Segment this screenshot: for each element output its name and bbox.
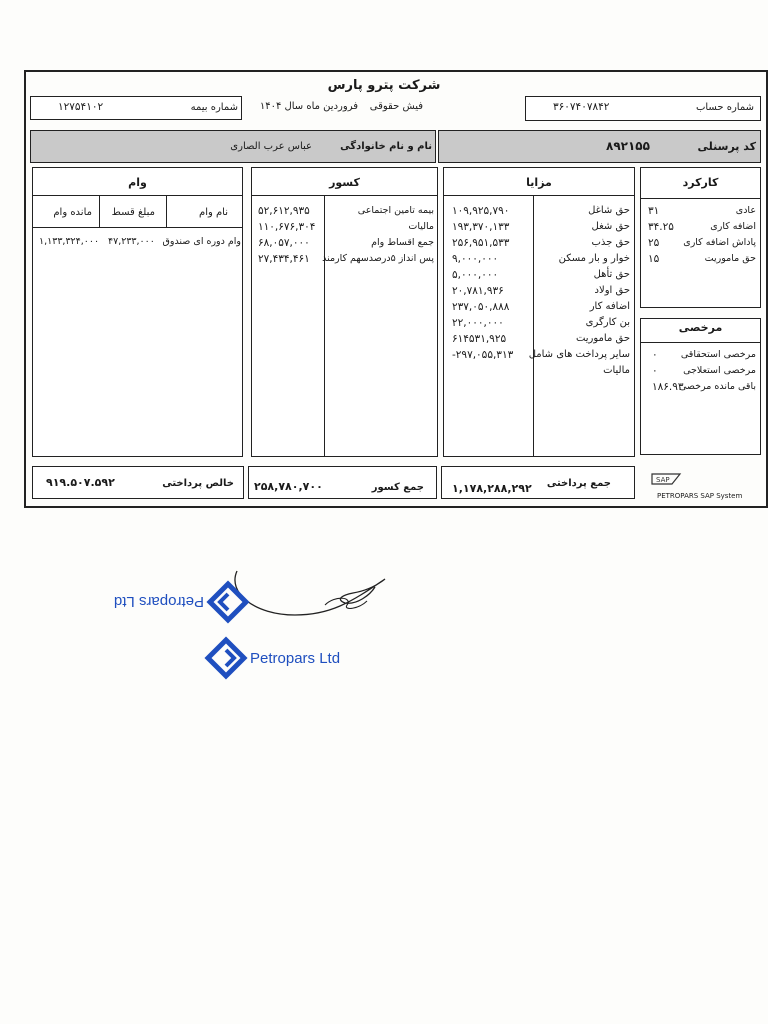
karkard-item-value: ۳۴.۲۵ — [648, 221, 674, 233]
loan-col-balance: مانده وام — [53, 207, 92, 218]
account-number: ۳۶۰۷۴۰۷۸۴۲ — [553, 101, 610, 113]
benefit-item-value: ۹,۰۰۰,۰۰۰ — [452, 253, 499, 265]
karkard-item-value: ۱۵ — [648, 253, 660, 265]
leave-item-label: مرخصی استحقاقی — [680, 349, 756, 360]
net-total-value: ۹۱۹.۵۰۷.۵۹۲ — [46, 476, 115, 489]
payment-total-label: جمع پرداختی — [546, 478, 611, 489]
sap-logo-icon — [650, 471, 686, 485]
leave-item-label: باقی مانده مرخصی — [679, 381, 756, 392]
benefits-title: مزایا — [526, 176, 552, 189]
leave-item-value: ۰ — [652, 349, 658, 361]
personnel-code-value: ۸۹۲۱۵۵ — [606, 139, 650, 153]
company-title: شرکت پترو پارس — [327, 78, 441, 93]
loan-row-name: وام دوره ای صندوق — [162, 236, 241, 247]
benefit-item-label: حق جذب — [591, 237, 630, 248]
leave-item-value: ۰ — [652, 365, 658, 377]
karkard-item-value: ۲۵ — [648, 237, 660, 249]
leave-title: مرخصی — [678, 321, 723, 334]
petropars-logo-icon — [204, 636, 248, 680]
loan-col-name: نام وام — [199, 207, 228, 218]
company-stamp-text: Petropars Ltd — [250, 649, 341, 667]
loan-col-installment: مبلغ قسط — [111, 207, 155, 218]
loan-row-installment: ۴۷,۲۳۳,۰۰۰ — [108, 236, 155, 247]
benefit-item-label: سایر پرداخت های شامل — [528, 349, 630, 360]
karkard-item-label: عادی — [735, 205, 756, 216]
payment-total-value: ۱,۱۷۸,۲۸۸,۲۹۲ — [452, 482, 532, 495]
payslip-period: فروردین ماه سال ۱۴۰۴ — [259, 101, 358, 112]
deduction-item-label: پس انداز ۵درصدسهم کارمند — [322, 253, 434, 264]
benefit-item-value: ۲۰,۷۸۱,۹۳۶ — [452, 285, 504, 297]
leave-item-value: ۱۸۶.۹۳ — [652, 381, 684, 393]
personnel-code-label: کد پرسنلی — [697, 140, 756, 153]
deductions-title: کسور — [329, 176, 360, 189]
payslip-title: فیش حقوقی — [369, 101, 423, 112]
sap-logo-text: PETROPARS SAP System — [657, 492, 743, 500]
benefit-item-value: ۲۳۷,۰۵۰,۸۸۸ — [452, 301, 510, 313]
deduction-item-value: ۲۷,۴۳۴,۴۶۱ — [258, 253, 310, 265]
karkard-title: کارکرد — [682, 176, 719, 189]
deduction-item-label: جمع اقساط وام — [371, 237, 434, 248]
benefit-item-label: حق اولاد — [594, 285, 630, 296]
benefit-item-value: ۱۹۳,۳۷۰,۱۳۳ — [452, 221, 510, 233]
svg-text:SAP: SAP — [656, 476, 670, 484]
benefit-item-value: ۶۱۴۵۳۱,۹۲۵ — [452, 333, 507, 345]
benefit-item-label: حق ماموریت — [575, 333, 630, 344]
name-label: نام و نام خانوادگی — [340, 141, 432, 152]
deduction-total-value: ۲۵۸,۷۸۰,۷۰۰ — [254, 480, 323, 493]
benefit-item-label: بن کارگری — [585, 317, 630, 328]
deduction-item-label: بیمه تامین اجتماعی — [357, 205, 434, 216]
benefit-item-label: مالیات — [603, 365, 630, 376]
insurance-label: شماره بیمه — [190, 102, 238, 113]
signature-drawing — [225, 565, 400, 623]
deduction-item-value: ۵۲,۶۱۲,۹۳۵ — [258, 205, 310, 217]
benefit-item-label: اضافه کار — [589, 301, 630, 312]
company-stamp — [204, 634, 364, 682]
loan-row-balance: ۱,۱۳۳,۳۲۴,۰۰۰ — [39, 236, 100, 247]
karkard-item-value: ۳۱ — [648, 205, 660, 217]
net-total-label: خالص پرداختی — [162, 478, 234, 489]
benefit-item-label: حق تأهل — [593, 269, 630, 280]
leave-item-label: مرخصی استعلاجی — [683, 365, 756, 376]
petropars-logo-icon — [206, 580, 250, 624]
account-label: شماره حساب — [695, 102, 754, 113]
deduction-item-label: مالیات — [408, 221, 434, 232]
benefit-item-value: ۵,۰۰۰,۰۰۰ — [452, 269, 499, 281]
benefit-item-value: -۲۹۷,۰۵۵,۳۱۳ — [452, 349, 514, 361]
mirrored-stamp-text: Petropars Ltd — [113, 593, 204, 611]
deduction-item-value: ۶۸,۰۵۷,۰۰۰ — [258, 237, 310, 249]
karkard-item-label: حق ماموریت — [704, 253, 756, 264]
deduction-item-value: ۱۱۰,۶۷۶,۳۰۴ — [258, 221, 316, 233]
benefit-item-label: خوار و بار مسکن — [558, 253, 630, 264]
benefit-item-value: ۲۲,۰۰۰,۰۰۰ — [452, 317, 504, 329]
deduction-total-label: جمع کسور — [371, 482, 424, 493]
loans-title: وام — [128, 176, 147, 189]
benefit-item-value: ۱۰۹,۹۲۵,۷۹۰ — [452, 205, 510, 217]
mirrored-stamp — [100, 578, 250, 626]
karkard-item-label: اضافه کاری — [710, 221, 756, 232]
benefit-item-label: حق شاغل — [588, 205, 630, 216]
karkard-item-label: پاداش اضافه کاری — [683, 237, 756, 248]
benefit-item-value: ۲۵۶,۹۵۱,۵۳۳ — [452, 237, 510, 249]
name-value: عباس عرب الصاری — [230, 141, 312, 152]
benefit-item-label: حق شغل — [591, 221, 630, 232]
insurance-number: ۱۲۷۵۴۱۰۲ — [58, 101, 104, 113]
